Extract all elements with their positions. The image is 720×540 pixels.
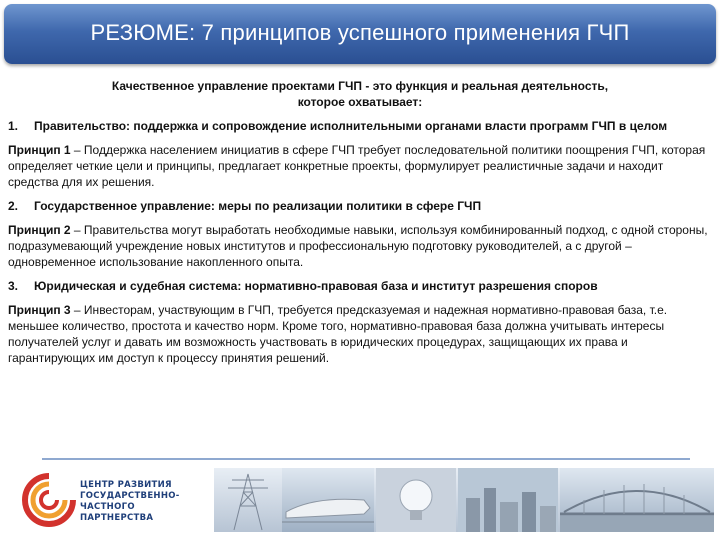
principle-label: Принцип 1 [8, 143, 71, 157]
principle-text: – Поддержка населением инициатив в сфере ГЧП требует последовательной политики поощрения ГЧП, которая определяет четкие цели и принципы, предлагает конкретные проекты, формулирует реалистичные задачи и находит средства для их решения. [8, 143, 706, 189]
section-number: 1. [8, 119, 19, 133]
principle-text: – Инвесторам, участвующим в ГЧП, требуется предсказуемая и надежная нормативно-правовая база, т.е. меньшее количество, простота и качество норм. Кроме того, нормативно-правовая база должна учитывать интересы получателей услуг и давать им возможность участвовать в юридических процедурах, защищающих их права и гарантирующих им доступ к процессу принятия решений. [8, 303, 668, 365]
section-heading-3 [8, 278, 712, 294]
title-banner [4, 4, 716, 64]
principle-label: Принцип 3 [8, 303, 71, 317]
infrastructure-photo-strip [214, 468, 714, 532]
bridge-icon [560, 468, 714, 532]
section-heading-1 [8, 118, 712, 134]
logo-emblem-icon [20, 468, 78, 532]
city-buildings-icon [458, 468, 558, 532]
logo-line-3: ПАРТНЕРСТВА [80, 513, 154, 523]
light-bulb-icon [376, 468, 456, 532]
principle-label: Принцип 2 [8, 223, 71, 237]
principle-1 [8, 142, 712, 190]
logo-text [80, 480, 210, 524]
section-heading-text: Правительство: поддержка и сопровождение исполнительными органами власти программ ГЧП в целом [34, 119, 668, 133]
slide-title: РЕЗЮМЕ: 7 принципов успешного применения ГЧП [90, 20, 630, 45]
train-icon [282, 468, 374, 532]
principle-2 [8, 222, 712, 270]
principle-text: – Правительства могут выработать необходимые навыки, используя комбинированный подход, с одной стороны, подразумевающий учреждение новых институтов и профессиональную подготовку руководителей, а с другой – одновременное использование накопленного опыта. [8, 223, 708, 269]
section-heading-text: Государственное управление: меры по реализации политики в сфере ГЧП [34, 199, 482, 213]
section-number: 2. [8, 199, 19, 213]
footer [0, 462, 720, 540]
logo-line-2: ГОСУДАРСТВЕННО-ЧАСТНОГО [80, 491, 180, 512]
intro-line-1: Качественное управление проектами ГЧП - это функция и реальная деятельность, [111, 79, 609, 93]
footer-divider [42, 458, 690, 460]
slide-body [8, 78, 712, 374]
section-heading-2 [8, 198, 712, 214]
logo-line-1: ЦЕНТР РАЗВИТИЯ [80, 480, 172, 490]
intro-line-2: которое охватывает: [297, 95, 423, 109]
principle-3 [8, 302, 712, 366]
ppp-center-logo [20, 468, 210, 532]
section-number: 3. [8, 279, 19, 293]
intro-text [8, 78, 712, 110]
section-heading-text: Юридическая и судебная система: нормативно-правовая база и институт разрешения споров [34, 279, 598, 293]
